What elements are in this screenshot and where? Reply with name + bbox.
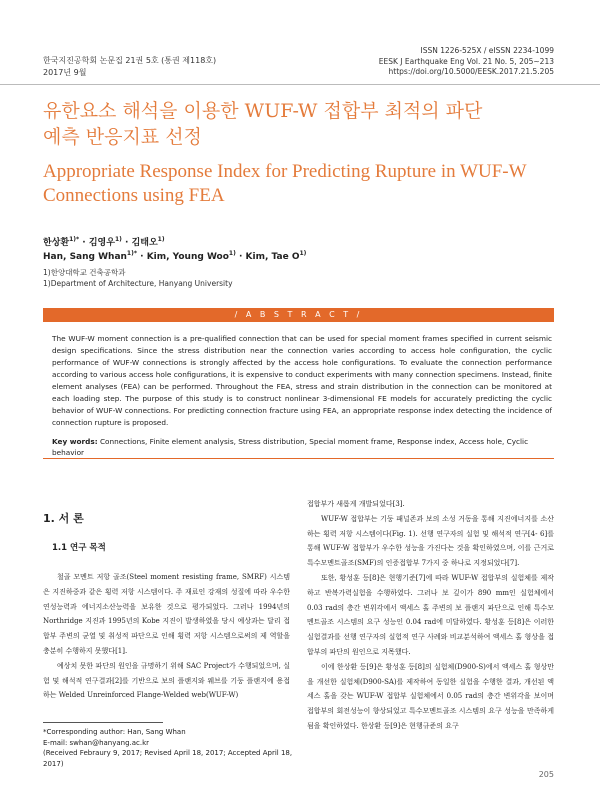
paragraph: 접합부가 새롭게 개발되었다[3]. <box>307 500 405 508</box>
author-name: Kim, Young Woo <box>146 252 229 262</box>
received-dates: (Received Febraury 9, 2017; Revised April 18, 2017; Accepted April 18, 2017) <box>43 749 293 768</box>
keywords-list: Connections, Finite element analysis, Stress distribution, Special moment frame, Response index, Access hole, Cyclic behavior <box>52 437 529 457</box>
paragraph: 또한, 황성훈 등[8]은 현행기준[7]에 따라 WUF-W 접합부의 실험체를 제작하고 반복가력실험을 수행하였다. 그러나 보 깊이가 890 mm인 실험체에서 0.03 rad의 층간 변위각에서 액세스 홀 주변의 보 플랜지 파단으로 인해 특수모멘트골조 시스템의 요구 성능인 0.04 rad에 미달하였다. 황성훈 등[8]은 이러한 실험결과를 선행 연구자의 실험적 연구 사례와 비교분석하여 액세스 홀 형상을 접합부의 파단의 원인으로 지목했다. <box>307 573 554 656</box>
title-ko-line2: 예측 반응지표 선정 <box>43 126 202 148</box>
author-name: 김태오 <box>131 238 158 248</box>
issn: ISSN 1226-525X / eISSN 2234-1099 <box>420 46 554 55</box>
abstract-body: The WUF-W moment connection is a pre-qualified connection that can be used for special moment frames specified in current seismic design specifications. Since the stress distribution near the connection varies according to access hole configuration, the cyclic performance of WUF-W connections is strongly affected by the access hole configurations. To evaluate the connection performance according to various access hole configurations, it is expensive to conduct experiments with many connection specimens. Instead, finite element analyses (FEA) can be performed. Throughout the FEA, stress and strain distribution in the connection can be monitored at each loading step. The purpose of this study is to construct nonlinear 3-dimensional FE models for accurately predicting the cyclic behavior of WUF-W connections. For predicting connection fracture using FEA, an appropriate response index detecting the incidence of connection rupture is proposed. <box>52 334 552 427</box>
page-number: 205 <box>538 770 554 779</box>
author-name: Han, Sang Whan <box>43 252 127 262</box>
paragraph: 철골 모멘트 저항 골조(Steel moment resisting frame, SMRF) 시스템은 지진하중과 같은 횡력 저항 시스템이다. 주 재료인 강재의 성질에 따라 우수한 연성능력과 에너지소산능력을 보유한 것으로 평가되었다. 그러나 1994년의 Northridge 지진과 1995년의 Kobe 지진이 발생하였을 당시 예상과는 달리 접합부 주변의 균열 및 취성적 파단으로 인해 횡력 저항 시스템으로써의 제 역할을 충분히 수행하지 못했다[1]. <box>43 573 290 655</box>
title-en-line1: Appropriate Response Index for Predicting Rupture in WUF-W <box>43 161 527 182</box>
doi-link[interactable]: https://doi.org/10.5000/EESK.2017.21.5.205 <box>388 67 554 76</box>
header-divider <box>0 84 600 85</box>
paragraph: WUF-W 접합부는 기둥 패널존과 보의 소성 거동을 통해 지진에너지를 소산하는 횡력 저항 시스템이다(Fig. 1). 선행 연구자의 실험 및 해석적 연구[4- 6]를 통해 WUF-W 접합부가 우수한 성능을 가진다는 것을 확인하였으며, 이를 근거로 특수모멘트골조(SMF)의 인증접합부 7가지 중 하나로 지정되었다[7]. <box>307 514 554 568</box>
affiliation-korean: 1)한양대학교 건축공학과 <box>43 268 126 277</box>
journal-header-right <box>379 46 554 78</box>
authors-korean: 한상환$^{1)*}$ · 김영우$^{1)}$ · 김태오$^{1)}$ <box>43 236 165 248</box>
journal-name-ko: 한국지진공학회 논문집 21권 5호 (통권 제118호) <box>43 56 217 65</box>
footnote <box>43 727 303 769</box>
body-column-left <box>43 570 290 703</box>
title-ko-line1: 유한요소 해석을 이용한 WUF-W 접합부 최적의 파단 <box>43 100 483 122</box>
journal-date-ko: 2017년 9월 <box>43 68 87 77</box>
author-email[interactable]: E-mail: swhan@hanyang.ac.kr <box>43 738 150 747</box>
subsection-heading: 1.1 연구 목적 <box>52 543 106 553</box>
section-heading: 1. 서 론 <box>43 512 84 525</box>
author-name: 김영우 <box>88 238 115 248</box>
body-column-right <box>307 497 554 734</box>
affiliation-english: 1)Department of Architecture, Hanyang University <box>43 279 233 288</box>
journal-name-en: EESK J Earthquake Eng Vol. 21 No. 5, 205~213 <box>378 56 554 66</box>
paragraph: 이에 한상환 등[9]은 황성훈 등[8]의 실험체(D900-S)에서 액세스 홀 형상만을 개선한 실험체(D900-SA)를 제작하여 동일한 실험을 수행한 결과, 개선된 액세스 홀을 갖는 WUF-W 접합부 실험체에서 0.05 rad의 층간 변위각을 보이며 접합부의 회전성능이 향상되었고 특수모멘트골조 시스템의 요구 성능을 만족하게 됨을 확인하였다. 한상환 등[9]은 현행규준의 요구 <box>307 662 554 730</box>
author-name: Kim, Tae O <box>245 252 300 262</box>
paragraph: 예상치 못한 파단의 원인을 규명하기 위해 SAC Project가 수행되었으며, 실험 및 해석적 연구결과[2]를 기반으로 보의 플랜지와 웨브를 기둥 플랜지에 용접하는 Welded Unreinforced Flange-Welded web(WUF-W) <box>43 661 290 700</box>
authors-english: Han, Sang Whan$^{1)*}$ · Kim, Young Woo$^{1)}$ · Kim, Tae $O^{1)}$ <box>43 250 307 262</box>
journal-header-left <box>43 55 216 79</box>
keywords <box>52 436 552 458</box>
title-korean <box>43 98 563 150</box>
abstract-heading-bar: / A B S T R A C T / <box>43 308 554 322</box>
title-en-line2: Connections using FEA <box>43 185 225 206</box>
author-name: 한상환 <box>43 238 70 248</box>
corresponding-author: *Corresponding author: Han, Sang Whan <box>43 728 186 736</box>
footnote-divider <box>43 722 163 723</box>
keywords-label: Key words: <box>52 437 98 446</box>
title-english <box>43 160 563 208</box>
abstract-divider <box>43 458 554 459</box>
